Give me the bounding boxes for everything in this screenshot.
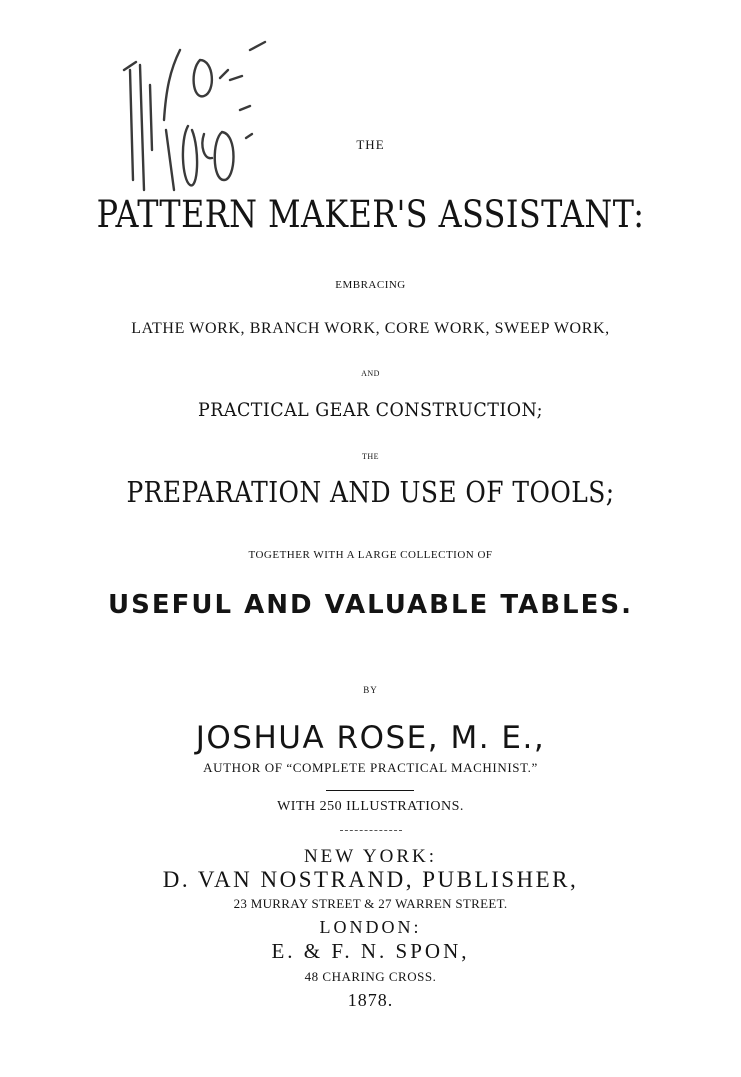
gear-construction-line: PRACTICAL GEAR CONSTRUCTION; xyxy=(198,399,543,421)
the-label: THE xyxy=(361,452,380,461)
main-title: PATTERN MAKER'S ASSISTANT: xyxy=(96,193,645,236)
together-line: TOGETHER WITH A LARGE COLLECTION OF xyxy=(248,549,493,561)
by-label: BY xyxy=(363,685,378,695)
divider-rule-bottom xyxy=(340,830,402,831)
imprint-address-new-york: 23 MURRAY STREET & 27 WARREN STREET. xyxy=(233,896,508,911)
imprint-publisher-van-nostrand: D. VAN NOSTRAND, PUBLISHER, xyxy=(162,867,579,892)
handwritten-annotation xyxy=(100,30,290,200)
author-credentials: AUTHOR OF “COMPLETE PRACTICAL MACHINIST.” xyxy=(203,760,538,775)
and-label: AND xyxy=(361,369,380,378)
imprint-address-london: 48 CHARING CROSS. xyxy=(304,969,437,984)
embracing-label: EMBRACING xyxy=(335,279,406,291)
publication-year: 1878. xyxy=(347,990,394,1010)
author-name: JOSHUA ROSE, M. E., xyxy=(195,720,546,756)
title-article: THE xyxy=(356,137,385,152)
imprint-city-new-york: NEW YORK: xyxy=(303,846,438,867)
subjects-line: LATHE WORK, BRANCH WORK, CORE WORK, SWEEP WORK, xyxy=(131,320,610,337)
illustrations-line: WITH 250 ILLUSTRATIONS. xyxy=(277,799,464,814)
preparation-line: PREPARATION AND USE OF TOOLS; xyxy=(126,475,615,509)
tables-line: USEFUL AND VALUABLE TABLES. xyxy=(108,590,633,620)
imprint-publisher-spon: E. & F. N. SPON, xyxy=(271,939,470,963)
divider-rule-top xyxy=(326,790,414,791)
imprint-city-london: LONDON: xyxy=(319,917,422,937)
